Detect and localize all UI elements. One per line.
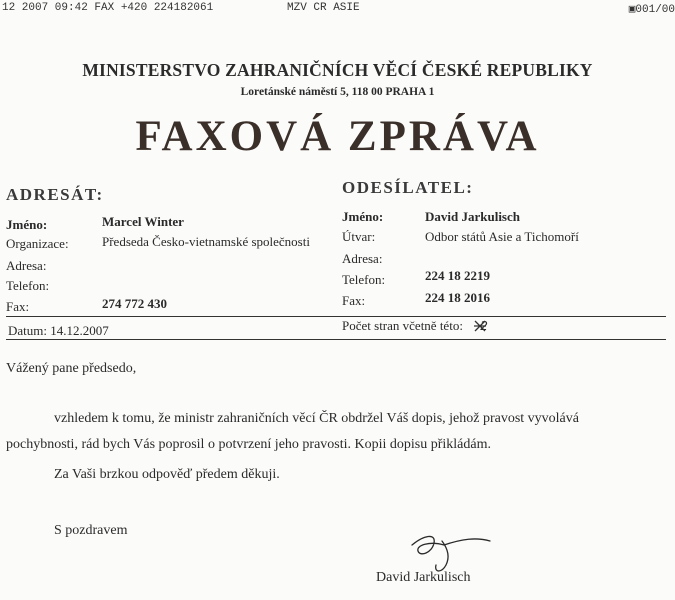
sender-heading: ODESÍLATEL:: [342, 178, 474, 197]
recipient-name: Marcel Winter: [102, 214, 184, 229]
salutation: Vážený pane předsedo,: [6, 361, 137, 376]
recipient-heading: ADRESÁT:: [6, 185, 104, 204]
sender-phone-label: Telefon:: [342, 272, 386, 287]
signature-name: David Jarkulisch: [376, 570, 471, 585]
sender-fax-label: Fax:: [342, 293, 366, 308]
fax-header-timestamp: 12 2007 09:42 FAX +420 224182061: [2, 2, 214, 14]
date-field: [8, 323, 109, 339]
fax-page-icon: ▣: [628, 4, 636, 16]
sender-name-label: Jméno:: [342, 209, 384, 224]
fax-page-count: 001/00: [635, 4, 675, 16]
ministry-address: Loretánské náměstí 5, 118 00 PRAHA 1: [240, 86, 435, 98]
handwritten-page-count: 2: [480, 319, 488, 333]
meta-bottom-rule: [6, 339, 666, 340]
fax-header-sender-id: MZV CR ASIE: [287, 2, 360, 14]
body-paragraph-1-line-1: vzhledem k tomu, že ministr zahraničních věcí ČR obdržel Váš dopis, jehož pravost vyvolává: [54, 411, 579, 426]
sender-unit: Odbor států Asie a Tichomoří: [425, 229, 579, 244]
fax-header-page-counter: [629, 2, 675, 16]
sender-phone: 224 18 2219: [425, 268, 490, 283]
recipient-fax-label: Fax:: [6, 299, 30, 314]
meta-top-rule: [6, 316, 666, 317]
page-count-field: [342, 318, 488, 334]
recipient-name-label: Jméno:: [6, 217, 48, 232]
sender-address-label: Adresa:: [342, 251, 383, 266]
recipient-fax: 274 772 430: [102, 296, 167, 311]
recipient-org: Předseda Česko-vietnamské společnosti: [102, 234, 310, 249]
sender-unit-label: Útvar:: [342, 229, 376, 244]
body-paragraph-1-line-2: pochybnosti, rád bych Vás poprosil o potvrzení jeho pravosti. Kopii dopisu přikládám.: [6, 437, 492, 452]
closing: S pozdravem: [54, 523, 128, 538]
recipient-address-label: Adresa:: [6, 258, 47, 273]
date-value: Datum: 14.12.2007: [8, 323, 109, 338]
handwritten-strike-mark: [473, 319, 487, 333]
page-count-label: Počet stran včetně této:: [342, 318, 463, 333]
sender-name: David Jarkulisch: [425, 209, 520, 224]
sender-fax: 224 18 2016: [425, 290, 490, 305]
document-title: FAXOVÁ ZPRÁVA: [135, 113, 540, 160]
ministry-name: MINISTERSTVO ZAHRANIČNÍCH VĚCÍ ČESKÉ REPUBLIKY: [82, 60, 593, 80]
body-paragraph-2: Za Vaši brzkou odpověď předem děkuji.: [54, 467, 280, 482]
recipient-org-label: Organizace:: [6, 236, 69, 251]
recipient-phone-label: Telefon:: [6, 278, 50, 293]
